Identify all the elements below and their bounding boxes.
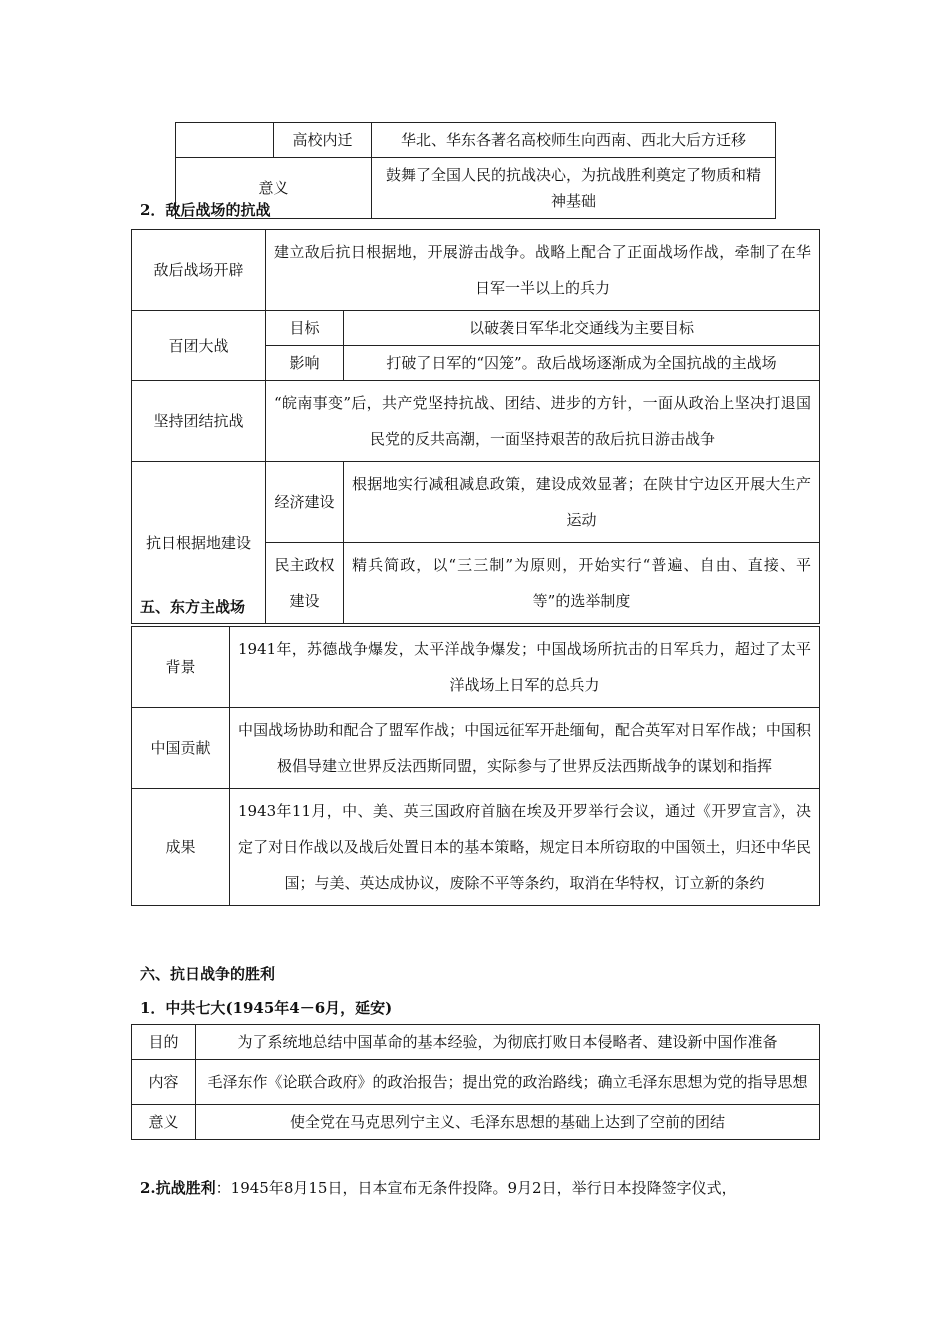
table-row xyxy=(132,708,820,789)
row-content: 根据地实行减租减息政策，建设成效显著；在陕甘宁边区开展大生产运动 xyxy=(344,462,820,543)
table-seventh-congress xyxy=(131,1024,820,1140)
sub-label: 经济建设 xyxy=(266,462,344,543)
row-label: 高校内迁 xyxy=(274,123,372,158)
row-label: 意义 xyxy=(132,1105,196,1140)
row-label: 百团大战 xyxy=(132,311,266,381)
row-content: 为了系统地总结中国革命的基本经验，为彻底打败日本侵略者、建设新中国作准备 xyxy=(196,1025,820,1060)
table-row xyxy=(132,627,820,708)
row-content: “皖南事变”后，共产党坚持抗战、团结、进步的方针，一面从政治上坚决打退国民党的反共高潮，一面坚持艰苦的敌后抗日游击战争 xyxy=(266,381,820,462)
row-content: 建立敌后抗日根据地，开展游击战争。战略上配合了正面战场作战，牵制了在华日军一半以上的兵力 xyxy=(266,230,820,311)
row-label: 目的 xyxy=(132,1025,196,1060)
paragraph-lead: 2.抗战胜利 xyxy=(140,1179,216,1197)
final-paragraph xyxy=(140,1178,820,1198)
row-label: 成果 xyxy=(132,789,230,906)
row-label: 坚持团结抗战 xyxy=(132,381,266,462)
row-content: 精兵简政，以“三三制”为原则，开始实行“普遍、自由、直接、平等”的选举制度 xyxy=(344,543,820,624)
table-row xyxy=(132,789,820,906)
row-label: 敌后战场开辟 xyxy=(132,230,266,311)
row-label: 背景 xyxy=(132,627,230,708)
row-label: 中国贡献 xyxy=(132,708,230,789)
table-row xyxy=(132,381,820,462)
table-row xyxy=(132,1060,820,1105)
row-content: 1941年，苏德战争爆发，太平洋战争爆发；中国战场所抗击的日军兵力，超过了太平洋战场上日军的总兵力 xyxy=(230,627,820,708)
row-content: 使全党在马克思列宁主义、毛泽东思想的基础上达到了空前的团结 xyxy=(196,1105,820,1140)
table-enemy-rear xyxy=(131,229,820,624)
section-heading: 六、抗日战争的胜利 xyxy=(140,965,276,983)
table-row xyxy=(132,230,820,311)
empty-cell xyxy=(176,123,274,158)
row-content: 中国战场协助和配合了盟军作战；中国远征军开赴缅甸，配合英军对日军作战；中国积极倡导建立世界反法西斯同盟，实际参与了世界反法西斯战争的谋划和指挥 xyxy=(230,708,820,789)
table-row xyxy=(132,1025,820,1060)
table-row xyxy=(132,1105,820,1140)
row-label: 内容 xyxy=(132,1060,196,1105)
table-eastern-front xyxy=(131,626,820,906)
sub-label: 影响 xyxy=(266,346,344,381)
sub-label: 民主政权建设 xyxy=(266,543,344,624)
row-content: 毛泽东作《论联合政府》的政治报告；提出党的政治路线；确立毛泽东思想为党的指导思想 xyxy=(196,1060,820,1105)
row-content: 打破了日军的“囚笼”。敌后战场逐渐成为全国抗战的主战场 xyxy=(344,346,820,381)
table-row xyxy=(176,123,776,158)
row-content: 鼓舞了全国人民的抗战决心，为抗战胜利奠定了物质和精神基础 xyxy=(372,158,776,219)
row-label: 抗日根据地建设 xyxy=(132,462,266,624)
table-row xyxy=(132,462,820,543)
row-label: 意义 xyxy=(176,158,372,219)
subsection-heading: 1．中共七大(1945年4－6月，延安) xyxy=(140,999,393,1017)
table-row xyxy=(132,311,820,346)
paragraph-text: ：1945年8月15日，日本宣布无条件投降。9月2日，举行日本投降签字仪式， xyxy=(215,1179,737,1197)
section-heading: 2．敌后战场的抗战 xyxy=(140,201,271,219)
section-heading: 五、东方主战场 xyxy=(140,598,246,616)
row-content: 以破袭日军华北交通线为主要目标 xyxy=(344,311,820,346)
row-content: 华北、华东各著名高校师生向西南、西北大后方迁移 xyxy=(372,123,776,158)
sub-label: 目标 xyxy=(266,311,344,346)
row-content: 1943年11月，中、美、英三国政府首脑在埃及开罗举行会议，通过《开罗宣言》，决定了对日作战以及战后处置日本的基本策略，规定日本所窃取的中国领土，归还中华民国；与美、英达成协议，废除不平等条约，取消在华特权，订立新的条约 xyxy=(230,789,820,906)
